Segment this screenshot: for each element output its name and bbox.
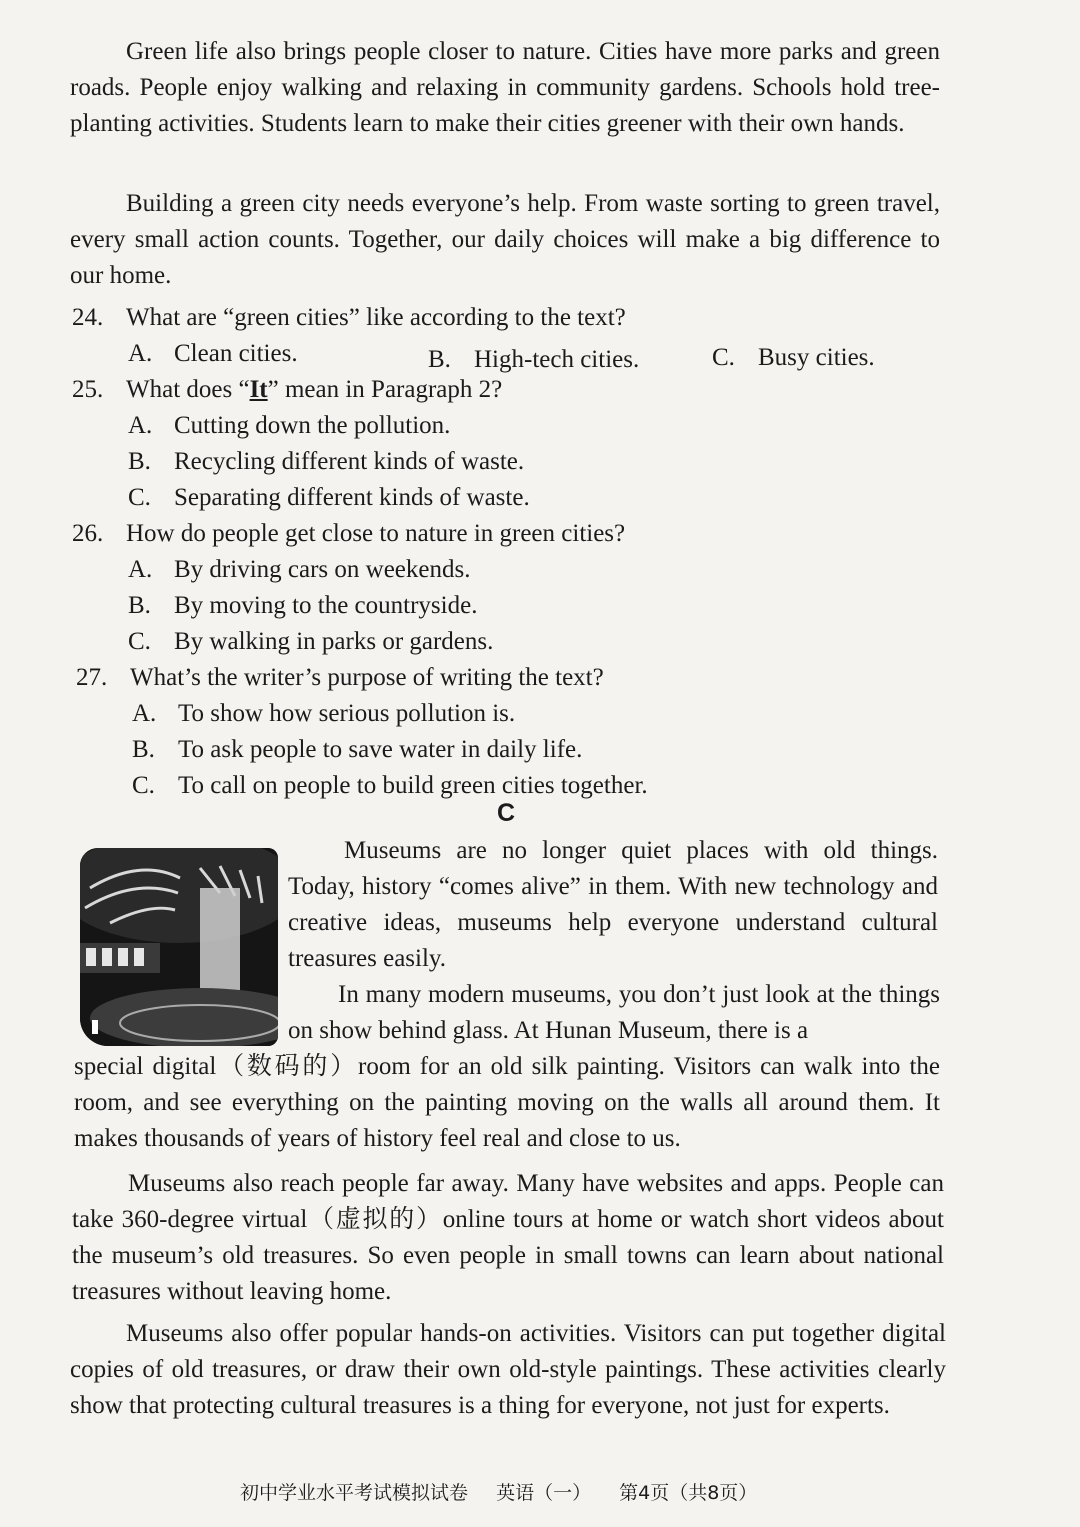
paragraph-2-wrapped-text: In many modern museums, you don’t just look at the things on show behind glass. At Hunan Museum, there is a — [288, 981, 940, 1044]
passage-c-paragraph-3: Museums also reach people far away. Many have websites and apps. People can take 360-degree virtual（虚拟的）online tours at home or watch short videos about the museum’s old treasures. So even people in small towns can learn about national treasures without leaving home. — [72, 1170, 944, 1305]
passage-c-paragraph-1: Museums are no longer quiet places with old things. Today, history “comes alive” in them. With new technology and creative ideas, museums help everyone understand cultural treasures easily. — [288, 837, 938, 972]
question-25: 25. What does “It” mean in Paragraph 2? — [72, 372, 952, 408]
keyword-it: It — [249, 376, 268, 403]
question-27 — [76, 660, 956, 696]
option-26-a[interactable]: A. By driving cars on weekends. — [128, 556, 471, 583]
option-24-a[interactable]: A. Clean cities. — [128, 340, 298, 367]
page-number: 第4页（共8页） — [619, 1482, 758, 1504]
exam-title: 初中学业水平考试模拟试卷 — [240, 1482, 469, 1504]
passage-b-paragraph-2: Building a green city needs everyone’s help. From waste sorting to green travel, every small action counts. Together, our daily choices will make a big difference to our home. — [70, 190, 940, 289]
question-number: 25. — [72, 376, 104, 403]
page-footer — [240, 1478, 779, 1505]
option-26-c[interactable]: C. By walking in parks or gardens. — [128, 628, 494, 655]
question-24 — [72, 300, 952, 336]
option-25-c[interactable]: C. Separating different kinds of waste. — [128, 484, 530, 511]
passage-c-paragraph-4: Museums also offer popular hands-on activities. Visitors can put together digital copies of old treasures, or draw their own old-style paintings. These activities clearly show that protecting cultural treasures is a thing for everyone, not just for experts. — [70, 1320, 946, 1419]
question-stem: How do people get close to nature in green cities? — [126, 520, 626, 547]
subject-label: 英语（一） — [496, 1482, 592, 1504]
option-24-c[interactable]: C. Busy cities. — [712, 344, 875, 371]
option-27-c[interactable]: C. To call on people to build green cities together. — [132, 772, 648, 799]
question-stem: What’s the writer’s purpose of writing the text? — [130, 664, 604, 691]
option-27-a[interactable]: A. To show how serious pollution is. — [132, 700, 516, 727]
option-26-b[interactable]: B. By moving to the countryside. — [128, 592, 478, 619]
question-number: 24. — [72, 304, 104, 331]
option-25-a[interactable]: A. Cutting down the pollution. — [128, 412, 451, 439]
question-26 — [72, 516, 952, 552]
question-stem: What are “green cities” like according to the text? — [126, 304, 626, 331]
question-number: 26. — [72, 520, 104, 547]
question-number: 27. — [76, 664, 108, 691]
paragraph-2-remaining-text: special digital（数码的）room for an old silk painting. Visitors can walk into the room, and see everything on the painting moving on the walls all around them. It makes thousands of years of history feel real and close to us. — [74, 1053, 940, 1152]
option-24-b[interactable]: B. High-tech cities. — [428, 346, 640, 373]
passage-b-paragraph-1: Green life also brings people closer to nature. Cities have more parks and green roads. People enjoy walking and relaxing in community gardens. Schools hold tree-planting activities. Students learn to make their cities greener with their own hands. — [70, 38, 940, 137]
option-27-b[interactable]: B. To ask people to save water in daily life. — [132, 736, 583, 763]
passage-c-paragraph-2 — [74, 977, 940, 1157]
option-25-b[interactable]: B. Recycling different kinds of waste. — [128, 448, 525, 475]
section-heading-c: C — [497, 799, 516, 827]
